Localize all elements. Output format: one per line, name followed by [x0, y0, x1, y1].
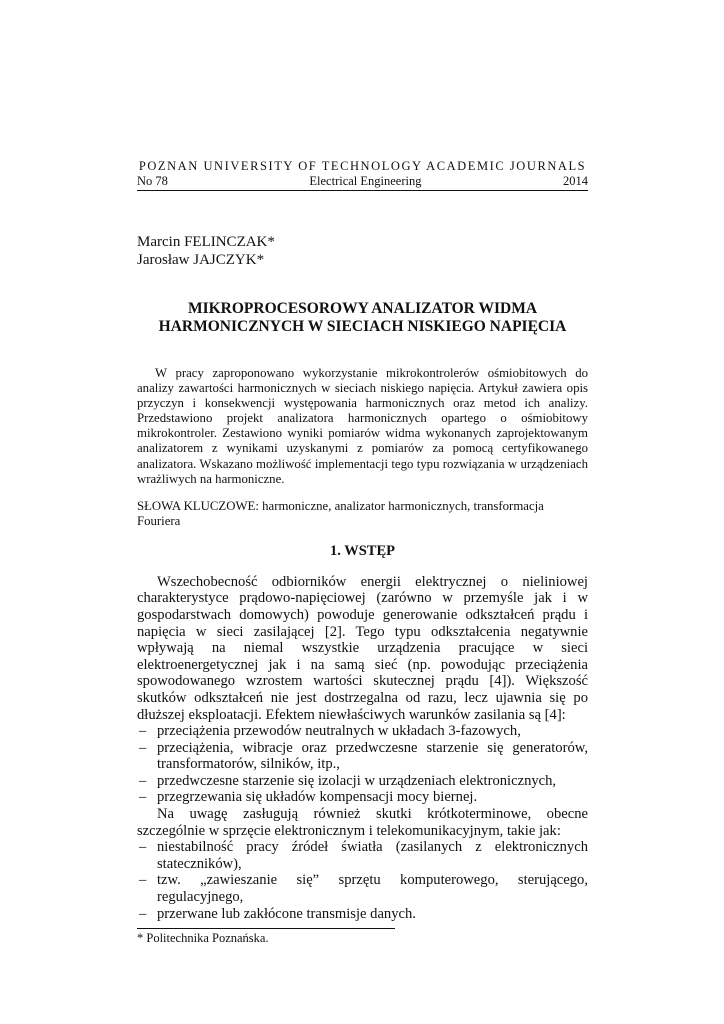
- paper-page: [137, 158, 588, 946]
- author-list: [137, 233, 588, 269]
- list-item: [137, 872, 588, 905]
- dash-marker: –: [139, 839, 147, 856]
- author-name: Marcin FELINCZAK*: [137, 234, 275, 250]
- dash-marker: –: [139, 789, 147, 806]
- dash-marker: –: [139, 723, 147, 740]
- list-item-text: niestabilność pracy źródeł światła (zasilanych z elektronicznych stateczników),: [157, 839, 588, 872]
- paragraph: Wszechobecność odbiorników energii elektrycznej o nieliniowej charakterystyce prądowo-napięciowej (zarówno w przemyśle jak i w gospodarstwach domowych) powoduje generowanie odkształceń prądu i napięcia w sieci zasilającej [2]. Tego typu odkształcenia negatywnie wpływają na niemal wszystkie urządzenia pracujące w sieci elektroenergetycznej jak i na samą sieć (np. powodując przeciążenia spowodowanego wzrostem wartości skutecznej prądu [4]). Większość skutków odkształceń nie jest dostrzegalna od razu, lecz ujawnia się po dłuższej eksploatacji. Efektem niewłaściwych warunków zasilania są [4]:: [137, 573, 588, 723]
- journal-title: POZNAN UNIVERSITY OF TECHNOLOGY ACADEMIC JOURNALS: [138, 159, 587, 173]
- list-item-text: przerwane lub zakłócone transmisje danych.: [157, 905, 416, 922]
- paper-title: [137, 300, 588, 336]
- paragraph: Na uwagę zasługują również skutki krótkoterminowe, obecne szczególnie w sprzęcie elektronicznym i telekomunikacyjnym, takie jak:: [137, 806, 588, 839]
- list-item: [137, 839, 588, 872]
- section-heading: 1. WSTĘP: [329, 542, 395, 559]
- journal-meta-line: [137, 174, 588, 191]
- dash-marker: –: [139, 772, 147, 789]
- list-item: [137, 906, 588, 923]
- list-item-text: przeciążenia, wibracje oraz przedwczesne starzenie się generatorów, transformatorów, silników, itp.,: [157, 739, 588, 773]
- issue-number: No 78: [137, 174, 168, 188]
- list-item-text: tzw. „zawieszanie się” sprzętu komputerowego, sterującego, regulacyjnego,: [157, 872, 588, 906]
- list-item: [137, 773, 588, 790]
- list-item-text: przeciążenia przewodów neutralnych w układach 3-fazowych,: [157, 723, 521, 740]
- footnote: * Politechnika Poznańska.: [137, 931, 269, 946]
- list-item: [137, 740, 588, 773]
- dash-marker: –: [139, 872, 147, 889]
- bullet-list: [137, 723, 588, 806]
- bullet-list: [137, 839, 588, 922]
- list-item: [137, 789, 588, 806]
- list-item-text: przedwczesne starzenie się izolacji w urządzeniach elektronicznych,: [157, 772, 557, 789]
- footnote-divider: [137, 928, 395, 929]
- journal-year: 2014: [562, 174, 588, 188]
- paper-title-line: HARMONICZNYCH W SIECIACH NISKIEGO NAPIĘCIA: [158, 318, 567, 335]
- abstract: W pracy zaproponowano wykorzystanie mikrokontrolerów ośmiobitowych do analizy zawartości harmonicznych w sieciach niskiego napięcia. Artykuł zawiera opis przyczyn i konsekwencji występowania harmonicznych oraz metod ich analizy. Przedstawiono projekt analizatora harmonicznych opartego o ośmiobitowy mikrokontroler. Zestawiono wyniki pomiarów widma wykonanych zaprojektowanym analizatorem z wynikami uzyskanymi z pomiarów za pomocą certyfikowanego analizatora. Wskazano możliwość implementacji tego typu rozwiązania w urządzeniach wrażliwych na harmoniczne.: [137, 366, 588, 486]
- dash-marker: –: [139, 905, 147, 922]
- keywords: SŁOWA KLUCZOWE: harmoniczne, analizator harmonicznych, transformacja Fouriera: [137, 498, 544, 528]
- journal-field: Electrical Engineering: [309, 174, 422, 188]
- body-text: [137, 574, 588, 922]
- list-item: [137, 723, 588, 740]
- author-name: Jarosław JAJCZYK*: [137, 252, 265, 268]
- paper-title-line: MIKROPROCESOROWY ANALIZATOR WIDMA: [187, 300, 538, 317]
- list-item-text: przegrzewania się układów kompensacji mocy biernej.: [157, 789, 478, 806]
- dash-marker: –: [139, 739, 147, 756]
